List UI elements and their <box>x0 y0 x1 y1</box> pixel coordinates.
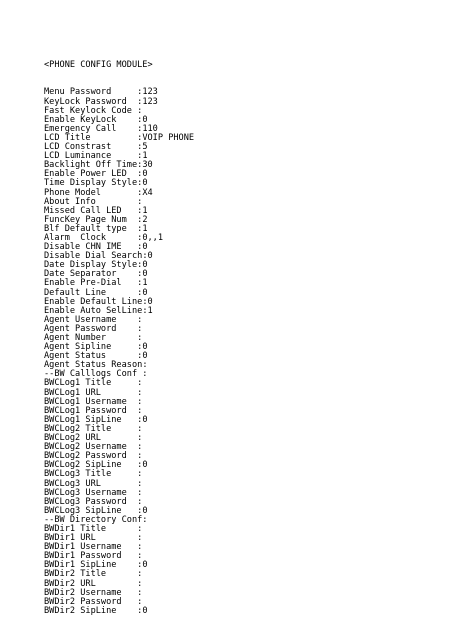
config-key: BWCLog1 Password <box>44 405 138 416</box>
config-value: 0 <box>142 351 148 362</box>
config-separator: : <box>137 523 143 534</box>
config-key: Enable Power LED <box>44 169 138 180</box>
config-separator: : <box>137 460 143 471</box>
config-key: Disable CHN IME <box>44 242 138 253</box>
config-separator: : <box>142 305 148 316</box>
config-value: 30 <box>142 160 153 171</box>
config-key: Phone Model <box>44 187 138 198</box>
config-separator: : <box>137 551 143 562</box>
config-separator: : <box>142 251 148 262</box>
config-separator: : <box>137 323 143 334</box>
config-separator: : <box>137 269 143 280</box>
config-key: Agent Password <box>44 323 138 334</box>
config-separator: : <box>137 242 143 253</box>
config-key: BWCLog3 Title <box>44 469 138 480</box>
config-key: Menu Password <box>44 87 138 98</box>
config-separator: : <box>137 487 143 498</box>
config-value: 123 <box>142 87 158 98</box>
config-key: BWCLog1 Username <box>44 396 138 407</box>
config-value: 0 <box>147 296 153 307</box>
config-separator: : <box>137 423 143 434</box>
config-key: BWCLog3 URL <box>44 478 138 489</box>
config-separator: : <box>137 333 143 343</box>
config-separator: : <box>137 151 143 162</box>
config-separator: : <box>137 378 143 389</box>
config-value: 0 <box>142 260 148 271</box>
config-key: BWDir2 Title <box>44 569 138 580</box>
config-value: X4 <box>142 187 153 198</box>
config-separator: : <box>137 478 143 489</box>
config-value: 0 <box>142 560 148 571</box>
config-key: Agent Username <box>44 314 138 325</box>
config-separator: : <box>137 587 143 598</box>
config-key: LCD Constrast <box>44 142 138 153</box>
config-value: VOIP PHONE <box>142 132 195 143</box>
config-key: BWDir1 Password <box>44 551 138 562</box>
config-value: 0,,1 <box>142 232 164 243</box>
config-value: 0 <box>142 242 148 253</box>
config-header: <PHONE CONFIG MODULE> <box>44 60 153 71</box>
config-value: 1 <box>142 205 148 216</box>
config-separator: : <box>137 496 143 507</box>
config-key: Agent Number <box>44 333 138 343</box>
config-separator: : <box>137 605 143 616</box>
config-value: 0 <box>142 605 148 616</box>
config-key: BWDir1 Title <box>44 523 138 534</box>
config-separator: : <box>137 132 143 143</box>
config-key: BWDir2 Username <box>44 587 138 598</box>
config-separator: : <box>137 187 143 198</box>
config-separator: : <box>142 296 148 307</box>
config-separator: : <box>137 87 143 98</box>
config-key: BWCLog1 Title <box>44 378 138 389</box>
config-separator: : <box>137 287 143 298</box>
config-separator: : <box>137 105 143 116</box>
config-key: FuncKey Page Num <box>44 214 138 225</box>
config-key: KeyLock Password <box>44 96 138 107</box>
config-key: BWDir2 Password <box>44 596 138 607</box>
config-key: Agent Status Reason <box>44 360 143 371</box>
config-value: 110 <box>142 123 158 134</box>
config-key: LCD Luminance <box>44 151 138 162</box>
config-key: BWDir2 URL <box>44 578 138 589</box>
config-separator: : <box>137 387 143 398</box>
config-key: Blf Default type <box>44 223 138 234</box>
config-separator: : <box>137 505 143 516</box>
config-value: 0 <box>142 342 148 353</box>
config-separator: : <box>137 560 143 571</box>
config-value: 1 <box>142 278 148 289</box>
config-separator: : <box>137 596 143 607</box>
config-key: Missed Call LED <box>44 205 138 216</box>
config-separator: : <box>137 114 143 125</box>
config-separator: : <box>137 578 143 589</box>
config-separator: : <box>137 123 143 134</box>
config-separator: : <box>137 232 143 243</box>
config-key: Alarm Clock <box>44 232 138 243</box>
config-separator: : <box>137 414 143 425</box>
config-listing <box>44 43 194 634</box>
config-key: About Info <box>44 196 138 207</box>
config-value: 0 <box>142 114 148 125</box>
config-separator: : <box>137 160 143 171</box>
config-key: BWCLog2 SipLine <box>44 460 138 471</box>
config-separator: : <box>137 533 143 544</box>
config-separator: : <box>137 223 143 234</box>
config-value: 0 <box>142 269 148 280</box>
config-separator: : <box>137 569 143 580</box>
config-key: BWCLog1 SipLine <box>44 414 138 425</box>
config-separator: : <box>137 196 143 207</box>
config-value: 1 <box>147 305 153 316</box>
config-value: 123 <box>142 96 158 107</box>
section-heading: --BW Directory Conf: <box>44 514 148 525</box>
config-key: Agent Sipline <box>44 342 138 353</box>
config-value: 5 <box>142 142 148 153</box>
config-separator: : <box>137 396 143 407</box>
config-separator: : <box>137 342 143 353</box>
config-separator: : <box>137 542 143 553</box>
config-key: Enable Pre-Dial <box>44 278 138 289</box>
config-value: 0 <box>142 505 148 516</box>
config-key: Enable Auto SelLine <box>44 305 143 316</box>
config-key: LCD Title <box>44 132 138 143</box>
config-separator: : <box>137 469 143 480</box>
config-key: BWCLog3 Password <box>44 496 138 507</box>
config-separator: : <box>137 314 143 325</box>
config-separator: : <box>137 278 143 289</box>
config-value: 2 <box>142 214 148 225</box>
config-separator: : <box>137 433 143 444</box>
config-value: 0 <box>142 287 148 298</box>
config-key: BWCLog1 URL <box>44 387 138 398</box>
config-separator: : <box>137 260 143 271</box>
config-value: 0 <box>142 178 148 189</box>
config-key: BWCLog2 Username <box>44 442 138 453</box>
config-key: BWCLog3 Username <box>44 487 138 498</box>
config-lines <box>44 88 194 615</box>
config-key: Time Display Style <box>44 178 138 189</box>
config-separator: : <box>137 442 143 453</box>
config-key: BWDir1 URL <box>44 533 138 544</box>
config-key: BWDir1 Username <box>44 542 138 553</box>
config-separator: : <box>137 214 143 225</box>
config-line <box>44 607 194 616</box>
config-value: 1 <box>142 151 148 162</box>
config-key: BWCLog2 URL <box>44 433 138 444</box>
config-key: BWDir2 SipLine <box>44 605 138 616</box>
config-separator: : <box>142 360 148 371</box>
config-separator: : <box>137 142 143 153</box>
config-separator: : <box>137 205 143 216</box>
config-value: 0 <box>142 169 148 180</box>
config-value: 0 <box>142 414 148 425</box>
config-value: 0 <box>142 460 148 471</box>
config-key: Date Separator <box>44 269 138 280</box>
config-key: Fast Keylock Code <box>44 105 138 116</box>
config-separator: : <box>137 169 143 180</box>
config-value: 0 <box>147 251 153 262</box>
section-heading: --BW Calllogs Conf : <box>44 369 148 380</box>
config-key: BWCLog3 SipLine <box>44 505 138 516</box>
config-key: BWCLog2 Title <box>44 423 138 434</box>
config-key: Agent Status <box>44 351 138 362</box>
config-separator: : <box>137 451 143 462</box>
config-key: Default Line <box>44 287 138 298</box>
config-separator: : <box>137 178 143 189</box>
config-key: BWDir1 SipLine <box>44 560 138 571</box>
config-separator: : <box>137 351 143 362</box>
config-value: 1 <box>142 223 148 234</box>
config-key: BWCLog2 Password <box>44 451 138 462</box>
config-key: Emergency Call <box>44 123 138 134</box>
config-key: Enable KeyLock <box>44 114 138 125</box>
config-separator: : <box>137 405 143 416</box>
config-key: Date Display Style <box>44 260 138 271</box>
config-key: Disable Dial Search <box>44 251 143 262</box>
config-key: Backlight Off Time <box>44 160 138 171</box>
config-separator: : <box>137 96 143 107</box>
config-key: Enable Default Line <box>44 296 143 307</box>
